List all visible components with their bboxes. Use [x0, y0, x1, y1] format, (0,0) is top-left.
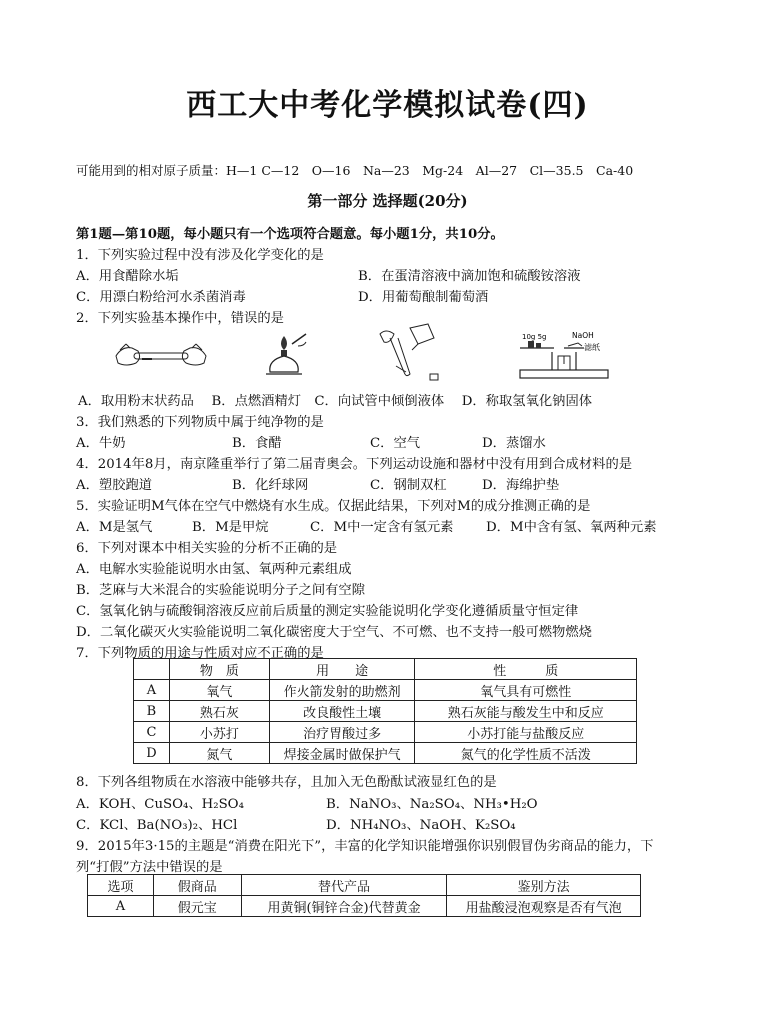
table-header-cell: 选项	[88, 875, 154, 896]
table-row	[134, 722, 637, 743]
q5-option-d: D．M中含有氢、氧两种元素	[486, 520, 657, 535]
table-cell: 氮气的化学性质不活泼	[415, 743, 637, 764]
q8-stem: 8．下列各组物质在水溶液中能够共存，且加入无色酚酞试液显红色的是	[76, 775, 497, 790]
table-cell: 作火箭发射的助燃剂	[269, 680, 415, 701]
table-cell: C	[134, 722, 170, 743]
table-cell: 焊接金属时做保护气	[269, 743, 415, 764]
table-header-cell: 用 途	[269, 659, 415, 680]
table-header-cell: 鉴别方法	[447, 875, 641, 896]
table-cell: 小苏打	[169, 722, 269, 743]
exam-title: 西工大中考化学模拟试卷(四)	[186, 88, 589, 123]
q1-stem: 1．下列实验过程中没有涉及化学变化的是	[76, 248, 324, 263]
q8-option-d: D．NH₄NO₃、NaOH、K₂SO₄	[326, 818, 516, 833]
q7-stem: 7．下列物质的用途与性质对应不正确的是	[76, 646, 324, 661]
atomic-masses: 可能用到的相对原子质量：H—1 C—12 O—16 Na—23 Mg-24 Al—27 Cl—35.5 Ca-40	[76, 163, 634, 178]
pouring-liquid-figure	[376, 322, 452, 384]
table-cell: 小苏打能与盐酸反应	[415, 722, 637, 743]
table-cell: 用黄铜(铜锌合金)代替黄金	[241, 896, 447, 917]
alcohol-lamp-figure	[262, 332, 310, 382]
powder-test-tube-figure	[112, 336, 210, 376]
table-cell: 氧气具有可燃性	[415, 680, 637, 701]
q1-option-b: B．在蛋清溶液中滴加饱和硫酸铵溶液	[358, 269, 581, 284]
q7-table	[133, 658, 637, 764]
q4-option-b: B．化纤球网	[232, 478, 309, 493]
q1-option-c: C．用漂白粉给河水杀菌消毒	[76, 290, 246, 305]
q5-stem: 5．实验证明M气体在空气中燃烧有水生成。仅据此结果，下列对M的成分推测正确的是	[76, 499, 591, 514]
q9-table	[87, 874, 641, 917]
q5-option-b: B．M是甲烷	[192, 520, 269, 535]
table-header-row	[88, 875, 641, 896]
q5-option-c: C．M中一定含有氢元素	[310, 520, 454, 535]
q8-option-b: B．NaNO₃、Na₂SO₄、NH₃•H₂O	[326, 797, 538, 812]
q6-option-a: A．电解水实验能说明水由氢、氧两种元素组成	[76, 562, 352, 577]
naoh-label: NaOH	[572, 331, 594, 340]
q8-option-a: A．KOH、CuSO₄、H₂SO₄	[76, 797, 244, 812]
table-row	[134, 680, 637, 701]
q4-option-a: A．塑胶跑道	[76, 478, 153, 493]
table-header-cell	[134, 659, 170, 680]
table-cell: 用盐酸浸泡观察是否有气泡	[447, 896, 641, 917]
table-cell: D	[134, 743, 170, 764]
table-header-cell: 假商品	[153, 875, 241, 896]
q1-option-a: A．用食醋除水垢	[76, 269, 179, 284]
q6-stem: 6．下列对课本中相关实验的分析不正确的是	[76, 541, 338, 556]
q9-stem-line1: 9．2015年3·15的主题是“消费在阳光下”，丰富的化学知识能增强你识别假冒伪劣商品的能力，下	[76, 839, 654, 854]
q3-option-b: B．食醋	[232, 436, 282, 451]
table-header-cell: 性 质	[415, 659, 637, 680]
q5-option-a: A．M是氢气	[76, 520, 153, 535]
section-title: 第一部分 选择题(20分)	[307, 192, 468, 210]
weights-label: 10g 5g	[522, 333, 547, 341]
q2-stem: 2．下列实验基本操作中，错误的是	[76, 311, 284, 326]
q4-option-c: C．钢制双杠	[370, 478, 447, 493]
table-cell: 改良酸性土壤	[269, 701, 415, 722]
q4-option-d: D．海绵护垫	[482, 478, 560, 493]
q9-stem-line2: 列“打假”方法中错误的是	[76, 860, 223, 875]
table-cell: 熟石灰能与酸发生中和反应	[415, 701, 637, 722]
q3-option-a: A．牛奶	[76, 436, 126, 451]
q3-option-c: C．空气	[370, 436, 421, 451]
table-cell: 熟石灰	[169, 701, 269, 722]
table-header-cell: 物 质	[169, 659, 269, 680]
q6-option-d: D．二氧化碳灭火实验能说明二氧化碳密度大于空气、不可燃、也不支持一般可燃物燃烧	[76, 625, 592, 640]
q6-option-b: B．芝麻与大米混合的实验能说明分子之间有空隙	[76, 583, 366, 598]
table-row	[134, 743, 637, 764]
q2-options: A．取用粉末状药品 B．点燃酒精灯 C．向试管中倾倒液体 D．称取氢氧化钠固体	[78, 394, 593, 409]
table-row	[134, 701, 637, 722]
q6-option-c: C．氢氧化钠与硫酸铜溶液反应前后质量的测定实验能说明化学变化遵循质量守恒定律	[76, 604, 579, 619]
q1-option-d: D．用葡萄酿制葡萄酒	[358, 290, 489, 305]
table-cell: B	[134, 701, 170, 722]
table-cell: A	[88, 896, 154, 917]
q8-option-c: C．KCl、Ba(NO₃)₂、HCl	[76, 818, 238, 833]
filter-paper-label: 滤纸	[584, 343, 600, 352]
balance-naoh-figure	[514, 330, 614, 382]
q3-option-d: D．蒸馏水	[482, 436, 546, 451]
table-cell: 假元宝	[153, 896, 241, 917]
table-header-cell: 替代产品	[241, 875, 447, 896]
q3-stem: 3．我们熟悉的下列物质中属于纯净物的是	[76, 415, 324, 430]
q4-stem: 4．2014年8月，南京隆重举行了第二届青奥会。下列运动设施和器材中没有用到合成材料的是	[76, 457, 633, 472]
table-header-row	[134, 659, 637, 680]
table-cell: 治疗胃酸过多	[269, 722, 415, 743]
table-cell: 氧气	[169, 680, 269, 701]
table-cell: 氮气	[169, 743, 269, 764]
instructions: 第1题—第10题，每小题只有一个选项符合题意。每小题1分，共10分。	[76, 227, 504, 242]
table-cell: A	[134, 680, 170, 701]
table-row	[88, 896, 641, 917]
